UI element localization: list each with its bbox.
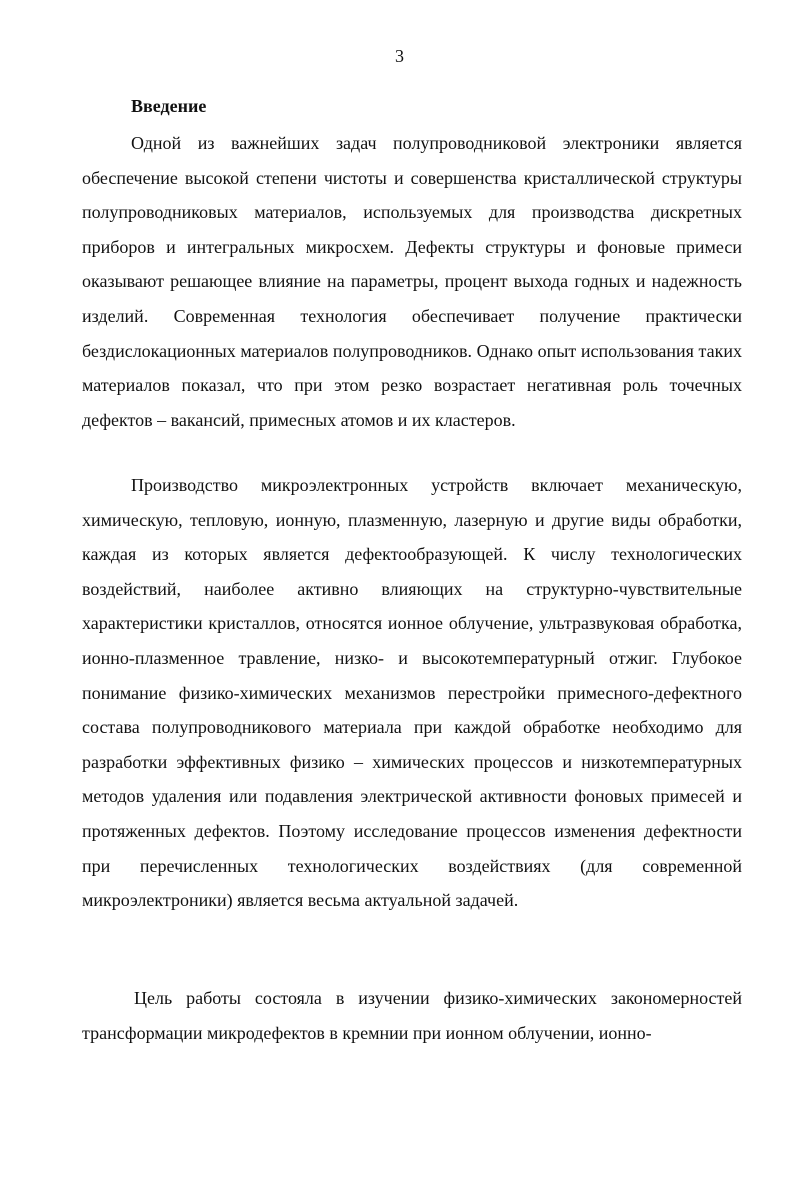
paragraph-goal: Цель работы состояла в изучении физико-химических закономерностей трансформации микродефектов в кремнии при ионном облучении, ионно- [82,988,742,1043]
section-heading: Введение [131,96,207,116]
paragraph-production: Производство микроэлектронных устройств включает механическую, химическую, тепловую, ионную, плазменную, лазерную и другие виды обработки, каждая из которых является дефектообразующей. К числу технологических воздействий, наиболее активно влияющих на структурно-чувствительные характеристики кристаллов, относятся ионное облучение, ультразвуковая обработка, ионно-плазменное травление, низко- и высокотемпературный отжиг. Глубокое понимание физико-химических механизмов перестройки примесного-дефектного состава полупроводникового материала при каждой обработке необходимо для разработки эффективных физико – химических процессов и низкотемпературных методов удаления или подавления электрической активности фоновых примесей и протяженных дефектов. Поэтому исследование процессов изменения дефектности при перечисленных технологических воздействиях (для современной микроэлектроники) является весьма актуальной задачей. [82,475,742,911]
paragraph-intro: Одной из важнейших задач полупроводниковой электроники является обеспечение высокой степени чистоты и совершенства кристаллической структуры полупроводниковых материалов, используемых для производства дискретных приборов и интегральных микросхем. Дефекты структуры и фоновые примеси оказывают решающее влияние на параметры, процент выхода годных и надежность изделий. Современная технология обеспечивает получение практически бездислокационных материалов полупроводников. Однако опыт использования таких материалов показал, что при этом резко возрастает негативная роль точечных дефектов – вакансий, примесных атомов и их кластеров. [82,133,742,430]
page-number: 3 [395,46,404,66]
